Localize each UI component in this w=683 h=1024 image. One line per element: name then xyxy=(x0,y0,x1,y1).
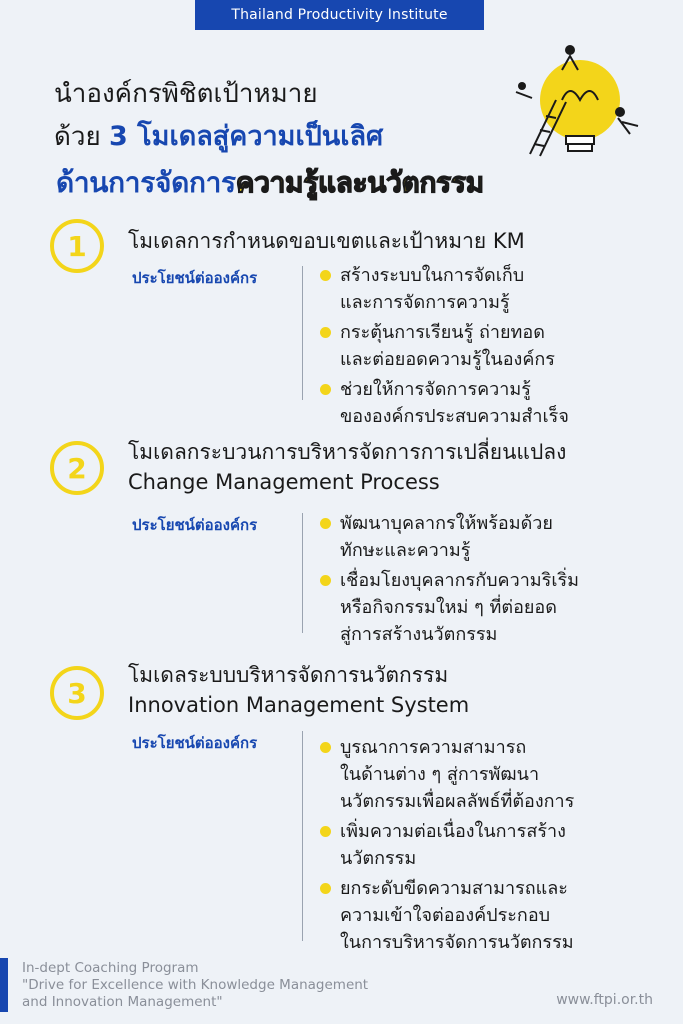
bullet-dot-icon xyxy=(320,742,331,753)
benefit-list xyxy=(318,262,658,433)
list-item xyxy=(318,818,658,872)
footer-url[interactable]: www.ftpi.or.th xyxy=(556,992,653,1008)
list-item xyxy=(318,510,658,564)
bullet-dot-icon xyxy=(320,575,331,586)
list-item-text: สร้างระบบในการจัดเก็บ และการจัดการความรู้ xyxy=(340,265,525,313)
title-line-3-part-2: ความรู้และนวัตกรรม xyxy=(235,166,484,199)
divider xyxy=(302,266,303,400)
list-item-text: ยกระดับขีดความสามารถและ ความเข้าใจต่อองค์ประกอบ ในการบริหารจัดการนวัตกรรม xyxy=(340,878,574,953)
bullet-dot-icon xyxy=(320,883,331,894)
list-item xyxy=(318,319,658,373)
list-item xyxy=(318,262,658,316)
divider xyxy=(302,513,303,633)
section-number-circle: 2 xyxy=(50,441,104,495)
list-item-text: เชื่อมโยงบุคลากรกับความริเริ่ม หรือกิจกรรมใหม่ ๆ ที่ต่อยอด สู่การสร้างนวัตกรรม xyxy=(340,570,580,645)
title-line-2-highlight: 3 โมเดลสู่ความเป็นเลิศ xyxy=(108,121,384,152)
list-item xyxy=(318,875,658,956)
bullet-dot-icon xyxy=(320,826,331,837)
banner-text: Thailand Productivity Institute xyxy=(231,7,448,23)
section-title: โมเดลกระบวนการบริหารจัดการการเปลี่ยนแปลง Change Management Process xyxy=(128,440,567,494)
footer-program-text: In-dept Coaching Program "Drive for Excellence with Knowledge Management and Innovation Management" xyxy=(22,960,369,1010)
bullet-dot-icon xyxy=(320,327,331,338)
benefit-label: ประโยชน์ต่อองค์กร xyxy=(132,269,258,287)
benefit-list xyxy=(318,734,658,959)
title-line-3-part-1: ด้านการจัดการ xyxy=(56,166,236,199)
list-item xyxy=(318,567,658,648)
title-line-1: นำองค์กรพิชิตเป้าหมาย xyxy=(54,79,318,109)
divider xyxy=(302,731,303,941)
footer-accent-bar xyxy=(0,958,8,1012)
list-item-text: กระตุ้นการเรียนรู้ ถ่ายทอด และต่อยอดความรู้ในองค์กร xyxy=(340,322,555,370)
section-number-circle: 3 xyxy=(50,666,104,720)
list-item-text: เพิ่มความต่อเนื่องในการสร้าง นวัตกรรม xyxy=(340,821,566,869)
list-item-text: พัฒนาบุคลากรให้พร้อมด้วย ทักษะและความรู้ xyxy=(340,513,553,561)
title-line-2-prefix: ด้วย xyxy=(54,122,109,152)
top-banner xyxy=(195,0,484,30)
list-item xyxy=(318,376,658,430)
section-title: โมเดลระบบบริหารจัดการนวัตกรรม Innovation Management System xyxy=(128,663,470,717)
section-number-circle: 1 xyxy=(50,219,104,273)
benefit-list xyxy=(318,510,658,651)
bullet-dot-icon xyxy=(320,384,331,395)
section-title: โมเดลการกำหนดขอบเขตและเป้าหมาย KM xyxy=(128,229,525,253)
benefit-label: ประโยชน์ต่อองค์กร xyxy=(132,734,258,752)
bullet-dot-icon xyxy=(320,518,331,529)
list-item-text: บูรณาการความสามารถ ในด้านต่าง ๆ สู่การพัฒนา นวัตกรรมเพื่อผลลัพธ์ที่ต้องการ xyxy=(340,737,575,812)
title-line-3 xyxy=(56,160,654,206)
bullet-dot-icon xyxy=(320,270,331,281)
list-item-text: ช่วยให้การจัดการความรู้ ขององค์กรประสบความสำเร็จ xyxy=(340,379,569,427)
lightbulb-illustration-icon xyxy=(510,42,650,162)
benefit-label: ประโยชน์ต่อองค์กร xyxy=(132,516,258,534)
list-item xyxy=(318,734,658,815)
